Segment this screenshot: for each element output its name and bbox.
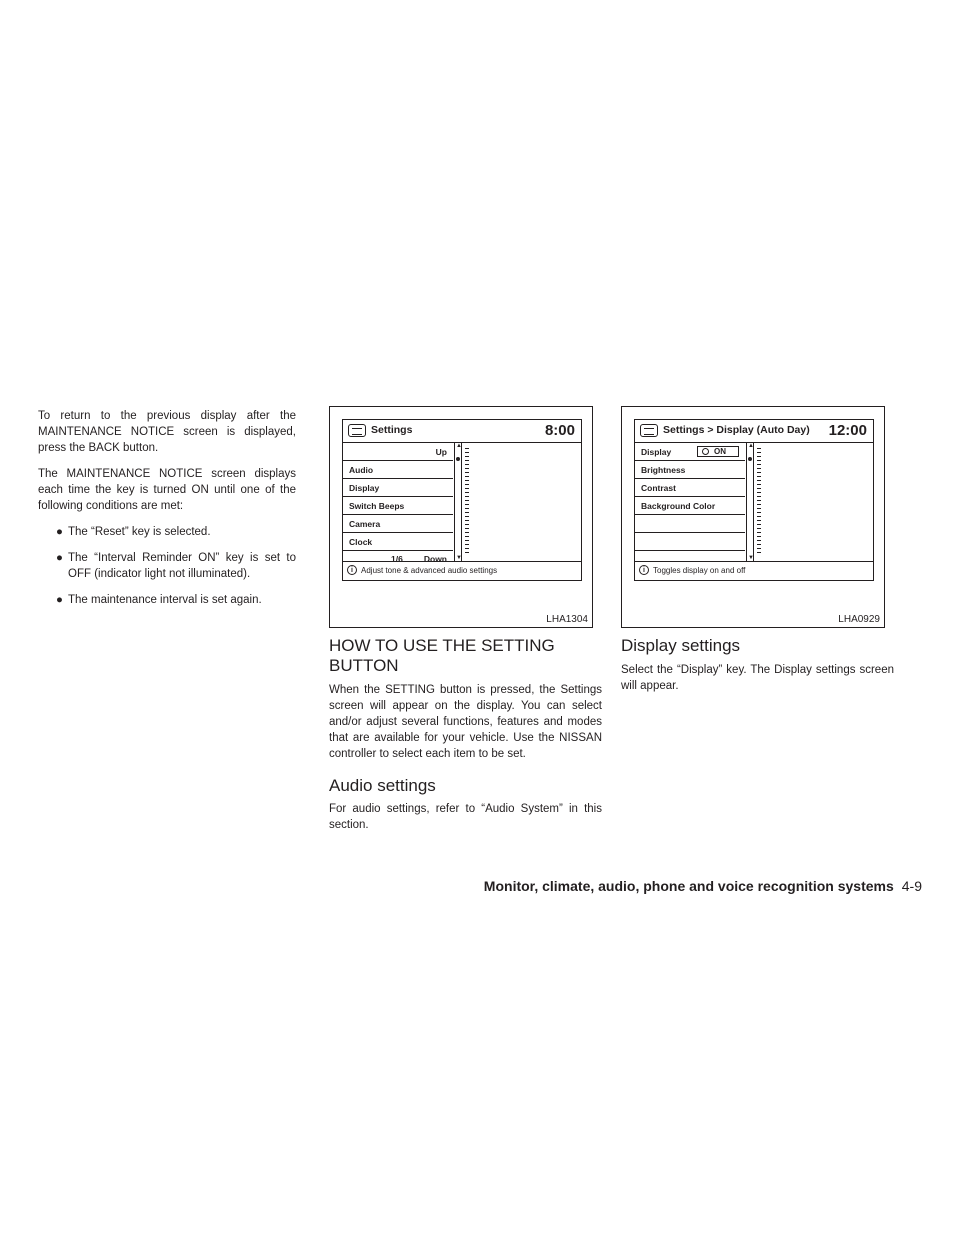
- middle-column: [329, 682, 602, 762]
- subsection-heading-display: Display settings: [621, 636, 741, 655]
- menu-item-switch-beeps[interactable]: Switch Beeps: [343, 497, 453, 515]
- settings-icon: [348, 424, 366, 437]
- menu-item-clock[interactable]: Clock: [343, 533, 453, 551]
- menu-item-brightness[interactable]: Brightness: [635, 461, 745, 479]
- scrollbar[interactable]: [746, 443, 754, 561]
- screen-hint: [343, 561, 581, 580]
- screen-hint: [635, 561, 873, 580]
- menu-item-display[interactable]: Display ON: [635, 443, 745, 461]
- list-item: ● The maintenance interval is set again.: [56, 594, 262, 606]
- settings-icon: [640, 424, 658, 437]
- scrollbar[interactable]: [454, 443, 462, 561]
- arrow-up-icon: ▲: [748, 443, 754, 449]
- display-settings-figure: [621, 406, 885, 628]
- subsection-heading-audio: Audio settings: [329, 776, 436, 795]
- scroll-ticks: [757, 448, 761, 556]
- back-button-paragraph: To return to the previous display after the MAINTENANCE NOTICE screen is displayed, press the BACK button.: [38, 410, 296, 454]
- maintenance-notice-paragraph: The MAINTENANCE NOTICE screen displays each time the key is turned ON until one of the following conditions are met:: [38, 468, 296, 512]
- section-title: Monitor, climate, audio, phone and voice recognition systems: [483, 878, 894, 894]
- screen-title: Settings > Display (Auto Day): [663, 424, 810, 436]
- audio-settings-paragraph: For audio settings, refer to “Audio System” in this section.: [329, 803, 602, 831]
- page-number: 4-9: [901, 878, 922, 894]
- down-button[interactable]: Down: [423, 554, 447, 564]
- display-menu: [635, 443, 745, 551]
- list-item: ● The “Interval Reminder ON” key is set to OFF (indicator light not illuminated).: [56, 552, 296, 580]
- list-item: ● The “Reset” key is selected.: [56, 526, 211, 538]
- settings-screen-figure: [329, 406, 593, 628]
- page-footer: [484, 878, 922, 894]
- menu-item-background-color[interactable]: Background Color: [635, 497, 745, 515]
- arrow-down-icon: ▼: [748, 555, 754, 561]
- bullet-icon: ●: [56, 594, 63, 606]
- clock-time: 12:00: [828, 422, 867, 439]
- right-column: [621, 662, 894, 694]
- clock-time: 8:00: [544, 422, 575, 439]
- display-settings-paragraph: Select the “Display” key. The Display settings screen will appear.: [621, 664, 894, 692]
- audio-settings-text: [329, 801, 602, 833]
- hint-text: Adjust tone & advanced audio settings: [361, 566, 498, 575]
- info-icon: i: [639, 565, 649, 575]
- screen-title: Settings: [371, 424, 413, 436]
- menu-item-display[interactable]: Display: [343, 479, 453, 497]
- settings-screen: [342, 419, 582, 581]
- screen-header: [635, 420, 873, 443]
- info-icon: i: [347, 565, 357, 575]
- settings-menu: [343, 443, 453, 568]
- up-button[interactable]: Up: [343, 443, 453, 461]
- left-column: [38, 408, 296, 618]
- bullet-icon: ●: [56, 526, 63, 538]
- menu-item-empty: [635, 533, 745, 551]
- section-heading: HOW TO USE THE SETTING BUTTON: [329, 636, 555, 675]
- figure-label: LHA0929: [838, 614, 880, 625]
- screen-header: [343, 420, 581, 443]
- scroll-ticks: [465, 448, 469, 556]
- scroll-thumb[interactable]: [748, 457, 752, 461]
- arrow-up-icon: ▲: [456, 443, 462, 449]
- setting-button-paragraph: When the SETTING button is pressed, the Settings screen will appear on the display. You can select and/or adjust several functions, features and modes that are available for your vehicle. Use the NISSAN controller to select each item to be set.: [329, 684, 602, 760]
- display-toggle[interactable]: ON: [697, 446, 739, 457]
- display-settings-screen: [634, 419, 874, 581]
- menu-item-camera[interactable]: Camera: [343, 515, 453, 533]
- figure-label: LHA1304: [546, 614, 588, 625]
- hint-text: Toggles display on and off: [653, 566, 746, 575]
- indicator-icon: [702, 448, 709, 455]
- scroll-thumb[interactable]: [456, 457, 460, 461]
- arrow-down-icon: ▼: [456, 555, 462, 561]
- page-indicator: 1/6: [391, 554, 403, 564]
- menu-item-empty: [635, 515, 745, 533]
- menu-item-contrast[interactable]: Contrast: [635, 479, 745, 497]
- bullet-icon: ●: [56, 552, 63, 564]
- menu-item-audio[interactable]: Audio: [343, 461, 453, 479]
- conditions-list: [38, 524, 296, 608]
